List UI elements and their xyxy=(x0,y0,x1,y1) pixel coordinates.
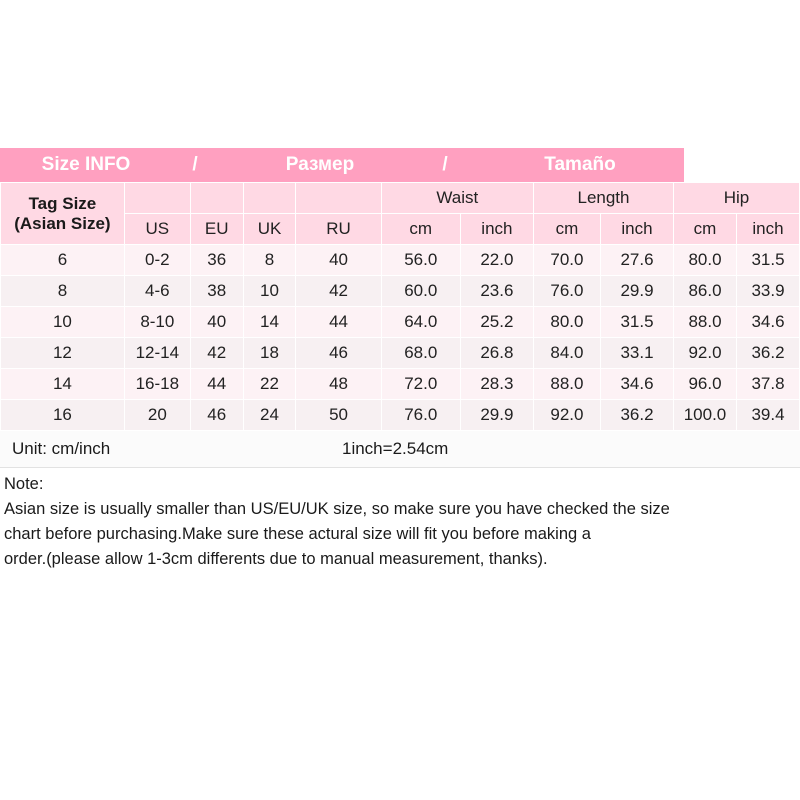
column-header-eu: EU xyxy=(190,214,243,245)
size-chart xyxy=(0,148,800,572)
cell-waist-inch: 29.9 xyxy=(460,400,533,431)
cell-waist-cm: 68.0 xyxy=(381,338,460,369)
cell-eu: 40 xyxy=(190,307,243,338)
group-header-hip: Hip xyxy=(674,183,800,214)
header-separator-1: / xyxy=(192,154,198,175)
cell-eu: 36 xyxy=(190,245,243,276)
cell-hip-cm: 80.0 xyxy=(674,245,737,276)
column-header-waist-inch: inch xyxy=(460,214,533,245)
cell-waist-inch: 26.8 xyxy=(460,338,533,369)
column-header-ru: RU xyxy=(296,214,381,245)
cell-ru: 50 xyxy=(296,400,381,431)
cell-hip-inch: 36.2 xyxy=(736,338,799,369)
cell-length-inch: 31.5 xyxy=(600,307,673,338)
cell-eu: 42 xyxy=(190,338,243,369)
cell-us: 8-10 xyxy=(124,307,190,338)
cell-length-inch: 34.6 xyxy=(600,369,673,400)
cell-waist-cm: 72.0 xyxy=(381,369,460,400)
cell-waist-cm: 64.0 xyxy=(381,307,460,338)
column-header-waist-cm: cm xyxy=(381,214,460,245)
column-header-hip-cm: cm xyxy=(674,214,737,245)
cell-uk: 8 xyxy=(243,245,296,276)
spacer-ru xyxy=(296,183,381,214)
cell-length-inch: 36.2 xyxy=(600,400,673,431)
cell-length-cm: 88.0 xyxy=(533,369,600,400)
cell-waist-inch: 22.0 xyxy=(460,245,533,276)
tag-size-header xyxy=(1,183,125,245)
spacer-eu xyxy=(190,183,243,214)
note-line-3: order.(please allow 1-3cm differents due to manual measurement, thanks). xyxy=(4,550,548,568)
cell-tag: 6 xyxy=(1,245,125,276)
cell-ru: 46 xyxy=(296,338,381,369)
note-block xyxy=(0,468,800,572)
cell-us: 0-2 xyxy=(124,245,190,276)
column-header-length-cm: cm xyxy=(533,214,600,245)
cell-length-cm: 76.0 xyxy=(533,276,600,307)
cell-eu: 38 xyxy=(190,276,243,307)
cell-hip-cm: 88.0 xyxy=(674,307,737,338)
cell-ru: 44 xyxy=(296,307,381,338)
cell-us: 20 xyxy=(124,400,190,431)
size-info-header xyxy=(0,148,684,182)
cell-ru: 40 xyxy=(296,245,381,276)
cell-hip-inch: 34.6 xyxy=(736,307,799,338)
cell-tag: 10 xyxy=(1,307,125,338)
tag-size-header-line1: Tag Size xyxy=(28,193,97,213)
cell-uk: 24 xyxy=(243,400,296,431)
cell-length-cm: 80.0 xyxy=(533,307,600,338)
header-label-en: Size INFO xyxy=(41,154,131,175)
table-row xyxy=(1,369,800,400)
cell-uk: 22 xyxy=(243,369,296,400)
cell-eu: 46 xyxy=(190,400,243,431)
cell-hip-cm: 92.0 xyxy=(674,338,737,369)
cell-tag: 8 xyxy=(1,276,125,307)
unit-row xyxy=(0,431,800,468)
cell-ru: 42 xyxy=(296,276,381,307)
cell-us: 4-6 xyxy=(124,276,190,307)
column-header-uk: UK xyxy=(243,214,296,245)
cell-hip-cm: 96.0 xyxy=(674,369,737,400)
cell-us: 16-18 xyxy=(124,369,190,400)
cell-hip-inch: 33.9 xyxy=(736,276,799,307)
column-header-hip-inch: inch xyxy=(736,214,799,245)
cell-hip-inch: 37.8 xyxy=(736,369,799,400)
cell-length-cm: 92.0 xyxy=(533,400,600,431)
size-table xyxy=(0,182,800,431)
table-row xyxy=(1,276,800,307)
note-line-2: chart before purchasing.Make sure these actural size will fit you before making a xyxy=(4,525,591,543)
table-group-header-row xyxy=(1,183,800,214)
cell-tag: 12 xyxy=(1,338,125,369)
cell-tag: 16 xyxy=(1,400,125,431)
group-header-waist: Waist xyxy=(381,183,533,214)
column-header-us: US xyxy=(124,214,190,245)
unit-label: Unit: cm/inch xyxy=(12,439,111,458)
cell-hip-cm: 100.0 xyxy=(674,400,737,431)
table-row xyxy=(1,245,800,276)
cell-us: 12-14 xyxy=(124,338,190,369)
cell-length-cm: 70.0 xyxy=(533,245,600,276)
group-header-length: Length xyxy=(533,183,673,214)
table-row xyxy=(1,400,800,431)
cell-hip-inch: 39.4 xyxy=(736,400,799,431)
cell-eu: 44 xyxy=(190,369,243,400)
cell-waist-inch: 23.6 xyxy=(460,276,533,307)
cell-waist-inch: 28.3 xyxy=(460,369,533,400)
cell-waist-cm: 76.0 xyxy=(381,400,460,431)
cell-uk: 14 xyxy=(243,307,296,338)
cell-waist-inch: 25.2 xyxy=(460,307,533,338)
note-line-1: Asian size is usually smaller than US/EU/UK size, so make sure you have checked the size xyxy=(4,500,670,518)
header-separator-2: / xyxy=(442,154,448,175)
cell-length-cm: 84.0 xyxy=(533,338,600,369)
spacer-uk xyxy=(243,183,296,214)
cell-ru: 48 xyxy=(296,369,381,400)
conversion-label: 1inch=2.54cm xyxy=(342,439,449,458)
cell-length-inch: 29.9 xyxy=(600,276,673,307)
cell-uk: 10 xyxy=(243,276,296,307)
tag-size-header-line2: (Asian Size) xyxy=(14,213,111,233)
spacer-us xyxy=(124,183,190,214)
cell-tag: 14 xyxy=(1,369,125,400)
table-row xyxy=(1,338,800,369)
note-title: Note: xyxy=(4,475,44,493)
cell-hip-cm: 86.0 xyxy=(674,276,737,307)
column-header-length-inch: inch xyxy=(600,214,673,245)
cell-uk: 18 xyxy=(243,338,296,369)
header-label-ru: Размер xyxy=(285,154,355,175)
cell-length-inch: 27.6 xyxy=(600,245,673,276)
header-label-es: Tamaño xyxy=(544,154,616,175)
cell-waist-cm: 56.0 xyxy=(381,245,460,276)
table-row xyxy=(1,307,800,338)
cell-hip-inch: 31.5 xyxy=(736,245,799,276)
cell-waist-cm: 60.0 xyxy=(381,276,460,307)
cell-length-inch: 33.1 xyxy=(600,338,673,369)
